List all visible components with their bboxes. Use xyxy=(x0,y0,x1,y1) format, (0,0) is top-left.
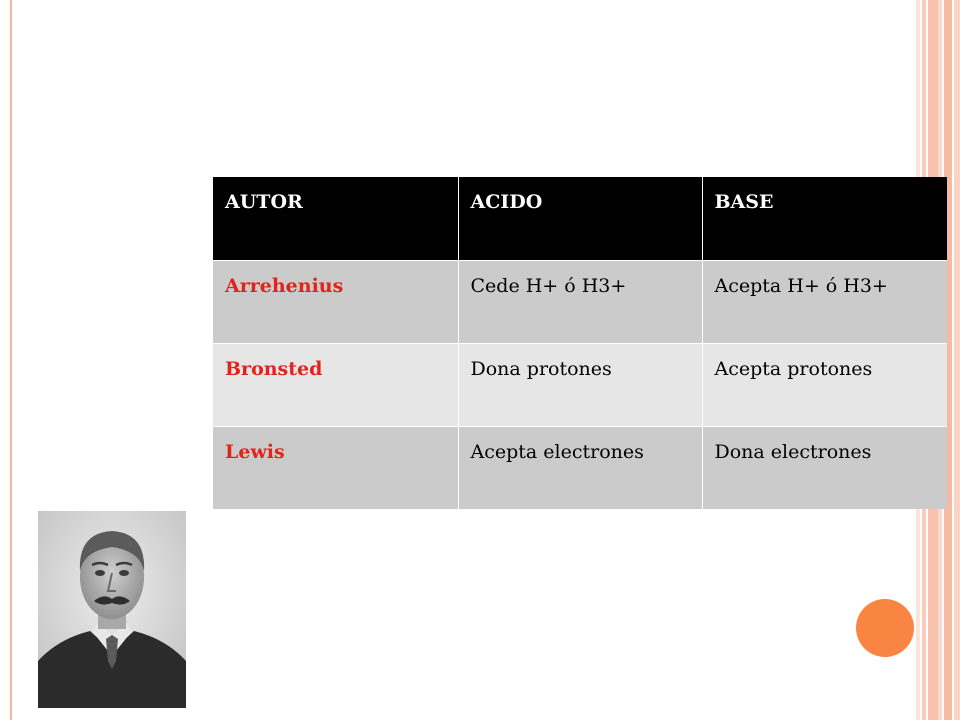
acid-base-table xyxy=(213,177,947,509)
table-row xyxy=(213,260,947,343)
header-base: BASE xyxy=(702,177,947,260)
author-cell: Arrehenius xyxy=(213,260,458,343)
base-cell: Acepta protones xyxy=(702,343,947,426)
acid-cell: Acepta electrones xyxy=(458,426,702,509)
table-row xyxy=(213,426,947,509)
stripe xyxy=(954,0,960,720)
table-header-row xyxy=(213,177,947,260)
acid-cell: Dona protones xyxy=(458,343,702,426)
left-border-line xyxy=(10,0,12,720)
base-cell: Acepta H+ ó H3+ xyxy=(702,260,947,343)
header-author: AUTOR xyxy=(213,177,458,260)
table-row xyxy=(213,343,947,426)
portrait-photo xyxy=(38,511,186,708)
header-acid: ACIDO xyxy=(458,177,702,260)
author-cell: Lewis xyxy=(213,426,458,509)
base-cell: Dona electrones xyxy=(702,426,947,509)
author-cell: Bronsted xyxy=(213,343,458,426)
orange-circle-decoration xyxy=(856,599,914,657)
portrait-illustration xyxy=(38,511,186,708)
acid-cell: Cede H+ ó H3+ xyxy=(458,260,702,343)
